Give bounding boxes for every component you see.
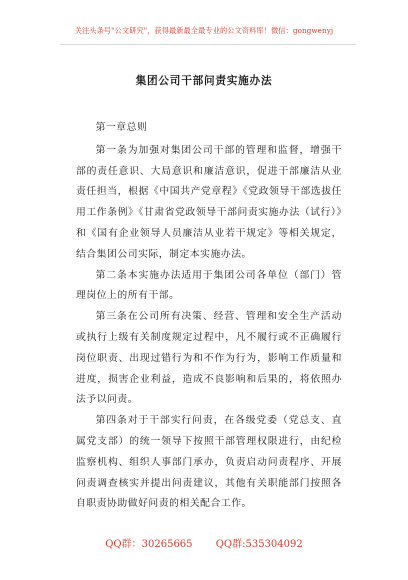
header-banner: 关注头条号"公文研究"，获得最新最全最专业的公文资料库！微信：gongwenyj	[74, 26, 334, 35]
article-paragraph: 第四条对于干部实行问责，在各级党委（党总支、直属党支部）的统一领导下按照干部管理权限进行，由纪检监察机构、组织人事部门承办，负责启动问责程序、开展问责调查核实并提出问责建议，其他有关职能部门按照各自职责协助做好问责的相关配合工作。	[76, 415, 342, 510]
article-paragraph: 第三条在公司所有决策、经营、管理和安全生产活动或执行上级有关制度规定过程中，凡不履行或不正确履行岗位职责、出现过错行为和不作为行为，影响工作质量和进度，损害企业利益，造成不良影响和后果的，将依照办法予以问责。	[76, 311, 342, 406]
article-paragraph: 第一条为加强对集团公司干部的管理和监督，增强干部的责任意识、大局意识和廉洁意识，促进干部廉洁从业责任担当，根据《中国共产党章程》《党政领导干部选拔任用工作条例》《甘肃省党政领导干部问责实施办法（试行）》和《国有企业领导人员廉洁从业若干规定》等相关规定，结合集团公司实际，制定本实施办法。	[76, 144, 342, 260]
footer-qq-group-2: QQ群:535304092	[215, 539, 303, 550]
chapter-heading: 第一章总则	[95, 122, 148, 133]
header-divider	[60, 44, 356, 45]
footer-qq-group-1: QQ群：30265665	[105, 539, 193, 550]
article-paragraph: 第二条本实施办法适用于集团公司各单位（部门）管理岗位上的所有干部。	[76, 269, 342, 302]
document-title: 集团公司干部问责实施办法	[135, 75, 273, 87]
document-body	[76, 118, 342, 515]
page-footer	[0, 535, 408, 550]
